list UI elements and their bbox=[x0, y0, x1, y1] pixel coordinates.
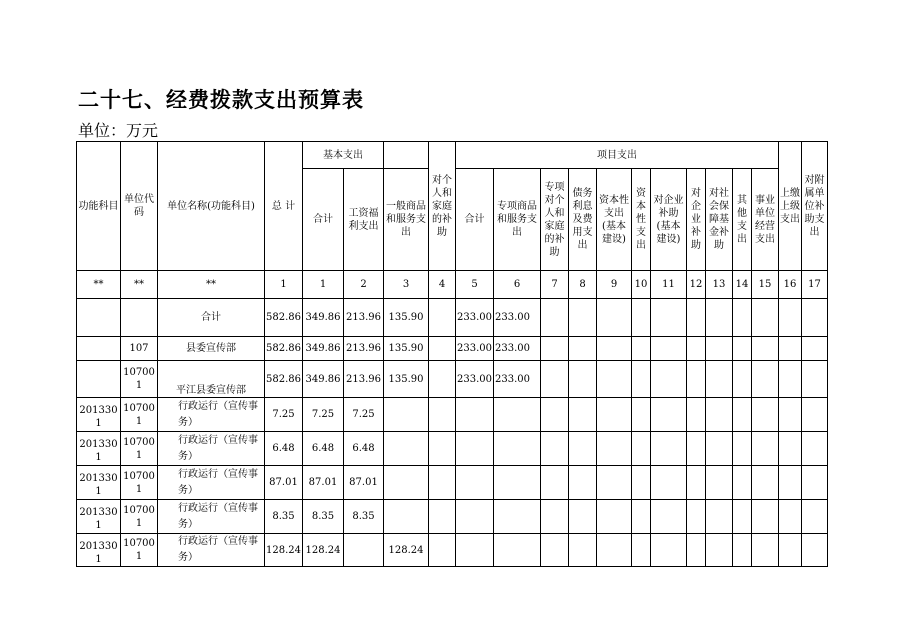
empty-cell bbox=[687, 299, 706, 337]
goods-services-cell bbox=[384, 500, 429, 534]
empty-cell bbox=[802, 361, 828, 398]
household-subsidy-cell bbox=[429, 398, 456, 432]
header-upper-payment: 上缴上级支出 bbox=[779, 142, 802, 271]
empty-cell bbox=[651, 432, 687, 466]
wages-cell: 213.96 bbox=[344, 361, 384, 398]
empty-cell bbox=[632, 299, 651, 337]
index-cell: 6 bbox=[494, 271, 541, 299]
empty-cell bbox=[752, 361, 779, 398]
header-basic-group: 基本支出 bbox=[303, 142, 384, 169]
empty-cell bbox=[569, 432, 597, 466]
unit-code-cell: 107 bbox=[121, 337, 158, 361]
empty-cell bbox=[706, 361, 733, 398]
header-unit-name: 单位名称(功能科目) bbox=[158, 142, 265, 271]
goods-services-cell: 128.24 bbox=[384, 534, 429, 567]
unit-code-cell bbox=[121, 299, 158, 337]
empty-cell bbox=[632, 432, 651, 466]
empty-cell bbox=[632, 337, 651, 361]
empty-cell bbox=[541, 398, 569, 432]
table-row bbox=[77, 500, 828, 534]
func-code-cell bbox=[77, 361, 121, 398]
index-cell: ** bbox=[158, 271, 265, 299]
empty-cell bbox=[802, 398, 828, 432]
empty-cell bbox=[569, 500, 597, 534]
header-project-group: 项目支出 bbox=[456, 142, 779, 169]
table-row bbox=[77, 398, 828, 432]
empty-cell bbox=[597, 466, 632, 500]
data-rows bbox=[77, 299, 828, 567]
empty-cell bbox=[651, 534, 687, 567]
header-capital-basic: 资本性支出(基本建设) bbox=[597, 169, 632, 271]
header-enterprise-basic: 对企业补助(基本建设) bbox=[651, 169, 687, 271]
empty-cell bbox=[632, 361, 651, 398]
empty-cell bbox=[752, 432, 779, 466]
total-cell: 582.86 bbox=[265, 337, 303, 361]
empty-cell bbox=[733, 432, 752, 466]
empty-cell bbox=[779, 432, 802, 466]
empty-cell bbox=[541, 337, 569, 361]
empty-cell bbox=[597, 337, 632, 361]
header-project-total: 合计 bbox=[456, 169, 494, 271]
empty-cell bbox=[706, 398, 733, 432]
total-cell: 582.86 bbox=[265, 361, 303, 398]
empty-cell bbox=[569, 534, 597, 567]
func-code-cell bbox=[77, 337, 121, 361]
empty-cell bbox=[706, 466, 733, 500]
header-unit-code: 单位代码 bbox=[121, 142, 158, 271]
index-cell: 9 bbox=[597, 271, 632, 299]
basic-total-cell: 8.35 bbox=[303, 500, 344, 534]
index-cell: 16 bbox=[779, 271, 802, 299]
basic-total-cell: 87.01 bbox=[303, 466, 344, 500]
empty-cell bbox=[597, 361, 632, 398]
project-total-cell: 233.00 bbox=[456, 361, 494, 398]
empty-cell bbox=[779, 500, 802, 534]
empty-cell bbox=[706, 432, 733, 466]
empty-cell bbox=[632, 500, 651, 534]
empty-cell bbox=[687, 337, 706, 361]
special-goods-cell: 233.00 bbox=[494, 337, 541, 361]
empty-cell bbox=[752, 466, 779, 500]
project-total-cell bbox=[456, 534, 494, 567]
total-cell: 8.35 bbox=[265, 500, 303, 534]
unit-name-cell: 合计 bbox=[158, 299, 265, 337]
page-title: 二十七、经费拨款支出预算表 bbox=[78, 87, 364, 112]
header-social-security: 对社会保障基金补助 bbox=[706, 169, 733, 271]
empty-cell bbox=[779, 299, 802, 337]
unit-name-cell: 行政运行（宣传事务） bbox=[158, 500, 265, 534]
household-subsidy-cell bbox=[429, 337, 456, 361]
empty-cell bbox=[802, 299, 828, 337]
unit-code-cell: 107001 bbox=[121, 361, 158, 398]
empty-cell bbox=[597, 534, 632, 567]
header-total: 总 计 bbox=[265, 142, 303, 271]
empty-cell bbox=[651, 500, 687, 534]
index-cell: 5 bbox=[456, 271, 494, 299]
special-goods-cell bbox=[494, 466, 541, 500]
index-cell: ** bbox=[77, 271, 121, 299]
index-cell: 1 bbox=[303, 271, 344, 299]
empty-cell bbox=[802, 500, 828, 534]
unit-code-cell: 107001 bbox=[121, 500, 158, 534]
empty-cell bbox=[706, 500, 733, 534]
basic-total-cell: 128.24 bbox=[303, 534, 344, 567]
empty-cell bbox=[541, 361, 569, 398]
empty-cell bbox=[541, 299, 569, 337]
empty-cell bbox=[687, 534, 706, 567]
func-code-cell bbox=[77, 299, 121, 337]
empty-cell bbox=[733, 398, 752, 432]
project-total-cell bbox=[456, 398, 494, 432]
empty-cell bbox=[779, 361, 802, 398]
project-total-cell: 233.00 bbox=[456, 299, 494, 337]
empty-cell bbox=[687, 466, 706, 500]
unit-code-cell: 107001 bbox=[121, 466, 158, 500]
unit-code-cell: 107001 bbox=[121, 432, 158, 466]
special-goods-cell bbox=[494, 534, 541, 567]
total-cell: 7.25 bbox=[265, 398, 303, 432]
header-affiliated: 对附属单位补助支出 bbox=[802, 142, 828, 271]
table-row bbox=[77, 361, 828, 398]
empty-cell bbox=[569, 299, 597, 337]
wages-cell: 213.96 bbox=[344, 299, 384, 337]
empty-cell bbox=[687, 398, 706, 432]
empty-cell bbox=[541, 466, 569, 500]
header-special-goods: 专项商品和服务支出 bbox=[494, 169, 541, 271]
index-cell: ** bbox=[121, 271, 158, 299]
wages-cell: 6.48 bbox=[344, 432, 384, 466]
wages-cell: 87.01 bbox=[344, 466, 384, 500]
household-subsidy-cell bbox=[429, 466, 456, 500]
header-wages: 工资福利支出 bbox=[344, 169, 384, 271]
empty-cell bbox=[706, 299, 733, 337]
empty-cell bbox=[597, 398, 632, 432]
func-code-cell: 2013301 bbox=[77, 466, 121, 500]
unit-code-cell: 107001 bbox=[121, 398, 158, 432]
empty-cell bbox=[733, 500, 752, 534]
header-row-1 bbox=[77, 142, 828, 169]
basic-total-cell: 7.25 bbox=[303, 398, 344, 432]
header-func-code: 功能科目 bbox=[77, 142, 121, 271]
unit-code-cell: 107001 bbox=[121, 534, 158, 567]
header-goods-services: 一般商品和服务支出 bbox=[384, 169, 429, 271]
unit-name-cell: 行政运行（宣传事务） bbox=[158, 534, 265, 567]
wages-cell: 7.25 bbox=[344, 398, 384, 432]
household-subsidy-cell bbox=[429, 432, 456, 466]
empty-cell bbox=[752, 500, 779, 534]
empty-cell bbox=[779, 398, 802, 432]
empty-cell bbox=[802, 432, 828, 466]
func-code-cell: 2013301 bbox=[77, 534, 121, 567]
wages-cell bbox=[344, 534, 384, 567]
empty-cell bbox=[687, 432, 706, 466]
budget-table bbox=[76, 141, 828, 567]
total-cell: 582.86 bbox=[265, 299, 303, 337]
header-other: 其他支出 bbox=[733, 169, 752, 271]
empty-cell bbox=[733, 337, 752, 361]
index-cell: 2 bbox=[344, 271, 384, 299]
table-row bbox=[77, 299, 828, 337]
table-row bbox=[77, 432, 828, 466]
header-debt-interest: 债务利息及费用支出 bbox=[569, 169, 597, 271]
special-goods-cell bbox=[494, 398, 541, 432]
basic-total-cell: 6.48 bbox=[303, 432, 344, 466]
empty-cell bbox=[651, 466, 687, 500]
empty-cell bbox=[651, 398, 687, 432]
index-cell: 7 bbox=[541, 271, 569, 299]
empty-cell bbox=[733, 466, 752, 500]
empty-cell bbox=[569, 337, 597, 361]
header-special-household: 专项对个人和家庭的补助 bbox=[541, 169, 569, 271]
empty-cell bbox=[651, 337, 687, 361]
unit-name-cell: 行政运行（宣传事务） bbox=[158, 398, 265, 432]
empty-cell bbox=[779, 534, 802, 567]
empty-cell bbox=[632, 534, 651, 567]
household-subsidy-cell bbox=[429, 500, 456, 534]
goods-services-cell bbox=[384, 398, 429, 432]
header-household-subsidy: 对个人和家庭的补助 bbox=[429, 142, 456, 271]
index-cell: 11 bbox=[651, 271, 687, 299]
header-basic-total: 合计 bbox=[303, 169, 344, 271]
empty-cell bbox=[569, 361, 597, 398]
empty-cell bbox=[687, 500, 706, 534]
empty-cell bbox=[779, 337, 802, 361]
index-cell: 3 bbox=[384, 271, 429, 299]
total-cell: 87.01 bbox=[265, 466, 303, 500]
unit-label: 单位：万元 bbox=[78, 121, 159, 140]
wages-cell: 8.35 bbox=[344, 500, 384, 534]
special-goods-cell bbox=[494, 500, 541, 534]
empty-cell bbox=[597, 432, 632, 466]
index-cell: 17 bbox=[802, 271, 828, 299]
table-row bbox=[77, 337, 828, 361]
empty-cell bbox=[752, 299, 779, 337]
total-cell: 128.24 bbox=[265, 534, 303, 567]
goods-services-cell bbox=[384, 466, 429, 500]
empty-cell bbox=[802, 466, 828, 500]
index-cell: 10 bbox=[632, 271, 651, 299]
empty-cell bbox=[569, 398, 597, 432]
table-row bbox=[77, 466, 828, 500]
household-subsidy-cell bbox=[429, 534, 456, 567]
empty-cell bbox=[706, 337, 733, 361]
unit-name-cell: 行政运行（宣传事务） bbox=[158, 432, 265, 466]
basic-total-cell: 349.86 bbox=[303, 361, 344, 398]
index-cell: 12 bbox=[687, 271, 706, 299]
empty-cell bbox=[541, 534, 569, 567]
header-enterprise: 对企业补助 bbox=[687, 169, 706, 271]
empty-cell bbox=[569, 466, 597, 500]
special-goods-cell: 233.00 bbox=[494, 299, 541, 337]
index-row bbox=[77, 271, 828, 299]
index-cell: 15 bbox=[752, 271, 779, 299]
header-capital: 资本性支出 bbox=[632, 169, 651, 271]
goods-services-cell: 135.90 bbox=[384, 337, 429, 361]
empty-cell bbox=[541, 432, 569, 466]
func-code-cell: 2013301 bbox=[77, 500, 121, 534]
unit-name-cell: 平江县委宣传部 bbox=[158, 361, 265, 398]
empty-cell bbox=[597, 299, 632, 337]
empty-cell bbox=[597, 500, 632, 534]
empty-cell bbox=[779, 466, 802, 500]
unit-name-cell: 行政运行（宣传事务） bbox=[158, 466, 265, 500]
goods-services-cell: 135.90 bbox=[384, 299, 429, 337]
empty-cell bbox=[752, 534, 779, 567]
empty-cell bbox=[687, 361, 706, 398]
basic-total-cell: 349.86 bbox=[303, 337, 344, 361]
special-goods-cell: 233.00 bbox=[494, 361, 541, 398]
goods-services-cell: 135.90 bbox=[384, 361, 429, 398]
func-code-cell: 2013301 bbox=[77, 432, 121, 466]
household-subsidy-cell bbox=[429, 299, 456, 337]
header-business-op: 事业单位经营支出 bbox=[752, 169, 779, 271]
basic-total-cell: 349.86 bbox=[303, 299, 344, 337]
empty-cell bbox=[752, 337, 779, 361]
project-total-cell bbox=[456, 466, 494, 500]
empty-cell bbox=[541, 500, 569, 534]
index-cell: 1 bbox=[265, 271, 303, 299]
wages-cell: 213.96 bbox=[344, 337, 384, 361]
empty-cell bbox=[752, 398, 779, 432]
index-cell: 8 bbox=[569, 271, 597, 299]
header-blank-a bbox=[384, 142, 429, 169]
func-code-cell: 2013301 bbox=[77, 398, 121, 432]
empty-cell bbox=[802, 337, 828, 361]
unit-name-cell: 县委宣传部 bbox=[158, 337, 265, 361]
household-subsidy-cell bbox=[429, 361, 456, 398]
empty-cell bbox=[632, 398, 651, 432]
special-goods-cell bbox=[494, 432, 541, 466]
table-row bbox=[77, 534, 828, 567]
project-total-cell: 233.00 bbox=[456, 337, 494, 361]
project-total-cell bbox=[456, 500, 494, 534]
project-total-cell bbox=[456, 432, 494, 466]
index-cell: 13 bbox=[706, 271, 733, 299]
goods-services-cell bbox=[384, 432, 429, 466]
index-cell: 4 bbox=[429, 271, 456, 299]
empty-cell bbox=[632, 466, 651, 500]
empty-cell bbox=[733, 534, 752, 567]
empty-cell bbox=[802, 534, 828, 567]
total-cell: 6.48 bbox=[265, 432, 303, 466]
empty-cell bbox=[651, 361, 687, 398]
empty-cell bbox=[651, 299, 687, 337]
empty-cell bbox=[733, 361, 752, 398]
empty-cell bbox=[706, 534, 733, 567]
index-cell: 14 bbox=[733, 271, 752, 299]
empty-cell bbox=[733, 299, 752, 337]
